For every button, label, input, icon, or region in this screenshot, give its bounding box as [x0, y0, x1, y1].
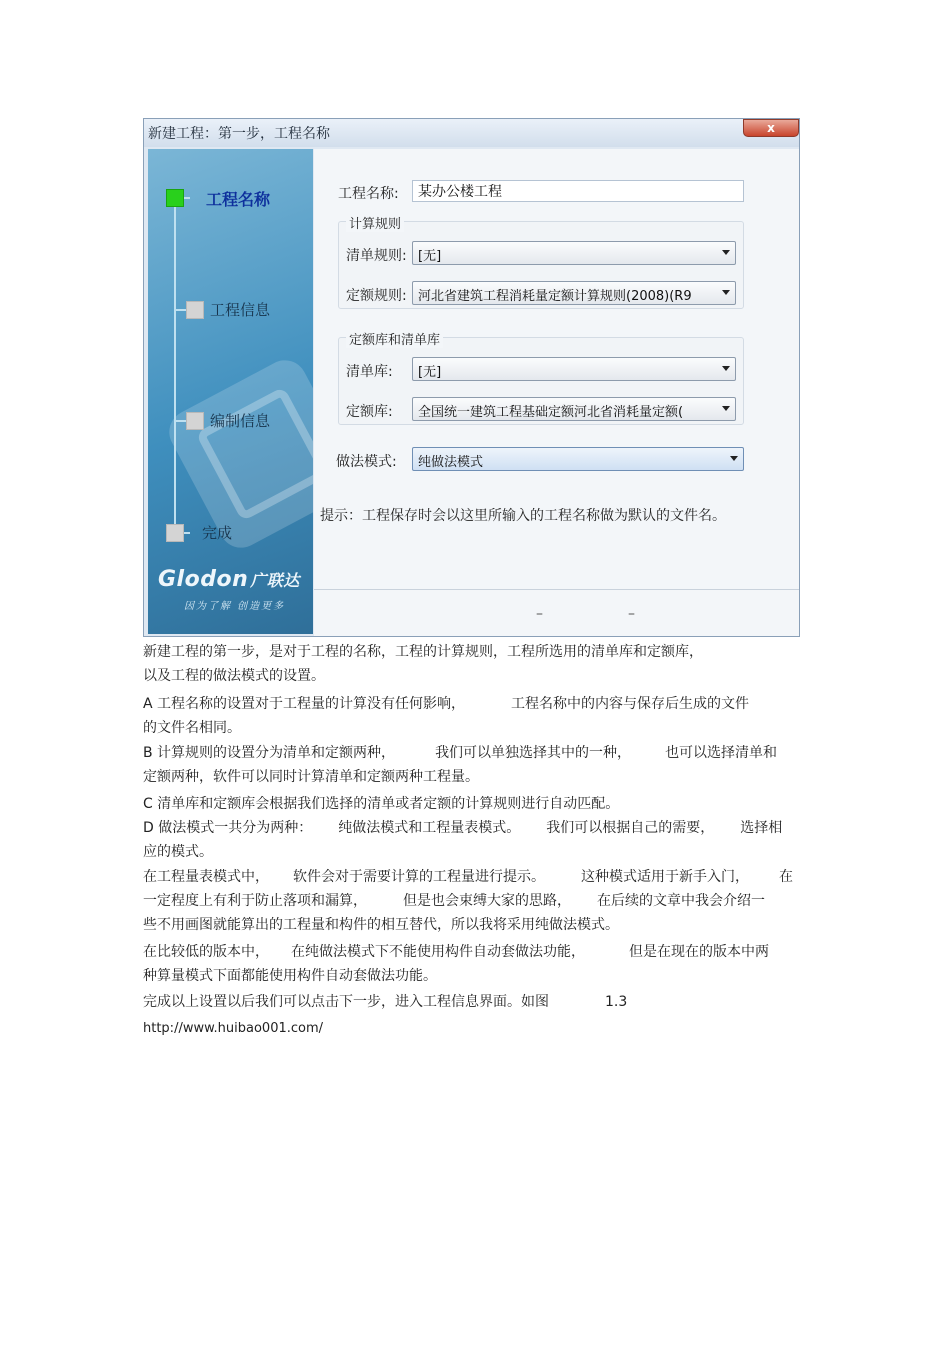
paragraph-table-mode: 在工程量表模式中， 软件会对于需要计算的工程量进行提示。 这种模式适用于新手入门， 在 一定程度上有利于防止落项和漏算， 但是也会束缚大家的思路， 在后续的文章中我会介绍一 些不用画图就能算出的工程量和构件的相互替代，所以我将采用纯做法模式。: [143, 869, 793, 933]
paragraph-c: C 清单库和定额库会根据我们选择的清单或者定额的计算规则进行自动匹配。: [143, 796, 620, 812]
step-indicator-icon: [186, 301, 204, 319]
paragraph-d: D 做法模式一共分为两种： 纯做法模式和工程量表模式。 我们可以根据自己的需要， 选择相 应的模式。: [143, 820, 783, 860]
dialog-titlebar: [144, 119, 799, 147]
paragraph-b: B 计算规则的设置分为清单和定额两种， 我们可以单独选择其中的一种， 也可以选择清单和 定额两种，软件可以同时计算清单和定额两种工程量。: [143, 745, 778, 785]
step-label: 工程信息: [210, 301, 271, 319]
chevron-down-icon: [722, 250, 730, 255]
step-indicator-icon: [166, 524, 184, 542]
dialog-footer: [314, 589, 799, 636]
bill-lib-label: 清单库:: [346, 364, 393, 380]
chevron-down-icon: [722, 290, 730, 295]
quota-rule-label: 定额规则:: [346, 288, 407, 304]
chevron-down-icon: [722, 406, 730, 411]
paragraph-versions: 在比较低的版本中， 在纯做法模式下不能使用构件自动套做法功能， 但是在现在的版本中两 种算量模式下面都能使用构件自动套做法功能。: [143, 944, 769, 984]
dialog-title: 新建工程：第一步，工程名称: [148, 126, 330, 142]
wizard-sidebar: [148, 149, 313, 634]
step-indicator-icon: [166, 189, 184, 207]
quota-lib-label: 定额库:: [346, 404, 393, 420]
watermark-logo-icon: [162, 353, 313, 556]
quota-rule-select[interactable]: 河北省建筑工程消耗量定额计算规则(2008)(R9: [412, 281, 736, 305]
bill-lib-select[interactable]: [无]: [412, 357, 736, 381]
source-url: http://www.huibao001.com/: [143, 1021, 324, 1036]
step-label: 编制信息: [210, 412, 271, 430]
libraries-title: 定额库和清单库: [346, 329, 443, 348]
quota-lib-select[interactable]: 全国统一建筑工程基础定额河北省消耗量定额(: [412, 397, 736, 421]
step-indicator-icon: [186, 412, 204, 430]
bill-rule-label: 清单规则:: [346, 248, 407, 264]
bill-rule-select[interactable]: [无]: [412, 241, 736, 265]
hint-text: 提示：工程保存时会以这里所输入的工程名称做为默认的文件名。: [320, 508, 726, 524]
project-name-label: 工程名称:: [338, 186, 399, 202]
new-project-dialog: [143, 118, 800, 637]
paragraph-intro: 新建工程的第一步，是对于工程的名称，工程的计算规则，工程所选用的清单库和定额库， 以及工程的做法模式的设置。: [143, 644, 703, 684]
chevron-down-icon: [722, 366, 730, 371]
project-name-input[interactable]: [412, 180, 744, 202]
step-label: 工程名称: [206, 190, 271, 209]
wizard-content: [314, 149, 799, 589]
footer-mark: –: [536, 606, 543, 622]
close-button[interactable]: [743, 119, 799, 137]
glodon-logo: Glodon 广联达: [158, 567, 300, 592]
chevron-down-icon: [730, 456, 738, 461]
paragraph-next-step: 完成以上设置以后我们可以点击下一步，进入工程信息界面。如图 1.3: [143, 994, 628, 1010]
calc-rules-title: 计算规则: [346, 213, 404, 232]
brand-slogan: 因为了解 创造更多: [184, 601, 286, 612]
close-icon: x: [767, 121, 775, 135]
method-mode-select[interactable]: 纯做法模式: [412, 447, 744, 471]
paragraph-a: A 工程名称的设置对于工程量的计算没有任何影响， 工程名称中的内容与保存后生成的文件 的文件名相同。: [143, 696, 750, 736]
method-mode-label: 做法模式:: [336, 454, 397, 470]
footer-mark: –: [628, 606, 635, 622]
step-label: 完成: [202, 524, 233, 542]
